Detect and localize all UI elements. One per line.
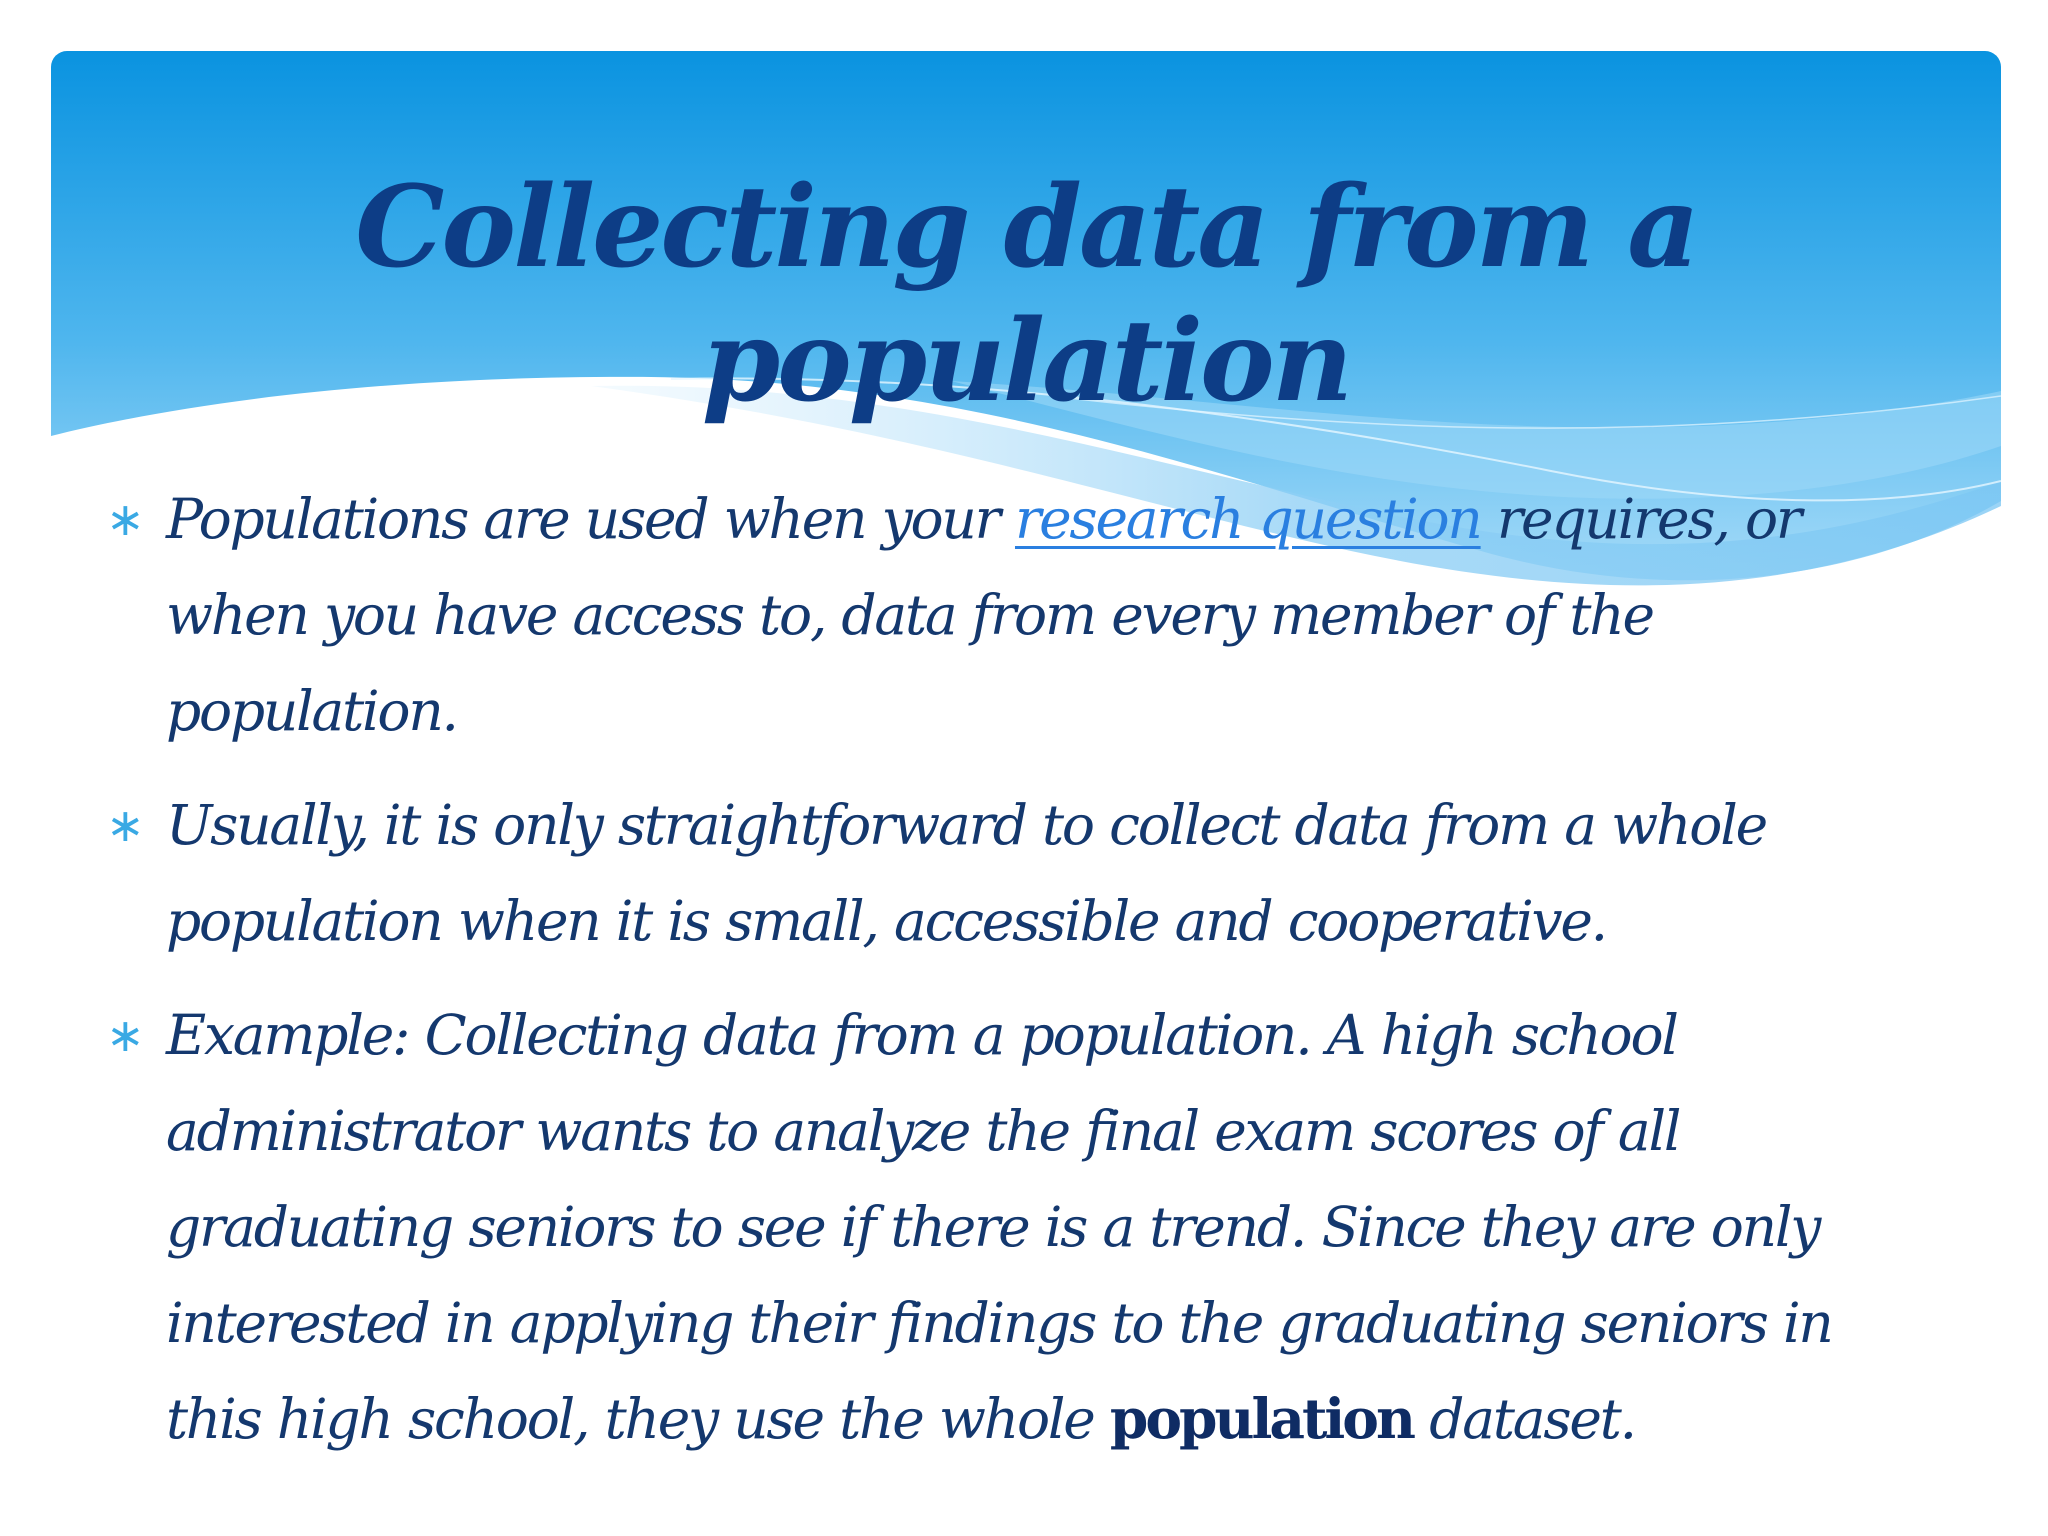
bullet-text: Usually, it is only straightforward to collect data from a whole population when it is small, accessible and cooperative.: [166, 793, 1766, 953]
bullet-item: [106, 777, 1926, 969]
population-emphasis: population: [1109, 1386, 1413, 1451]
bullet-text-after-bold: dataset.: [1412, 1387, 1635, 1451]
bullet-text-before-link: Populations are used when your: [166, 487, 1015, 551]
bullet-text-after-link: requires, or when you have access to, data from every member of the population.: [166, 487, 1801, 743]
asterisk-bullet-icon: ∗: [106, 798, 143, 852]
asterisk-bullet-icon: ∗: [106, 492, 143, 546]
research-question-link[interactable]: research question: [1014, 487, 1481, 551]
slide-title: Collecting data from a population: [355, 162, 1697, 428]
asterisk-bullet-icon: ∗: [106, 1008, 143, 1062]
bullet-list: [106, 471, 1926, 1485]
bullet-text-before-bold: Example: Collecting data from a population. A high school administrator wants to analyze the final exam scores of all graduating seniors to see if there is a trend. Since they are only interested in applying their findings to the graduating seniors in this high school, they use the whole: [166, 1003, 1832, 1451]
slide: [51, 51, 2001, 1485]
bullet-item: [106, 471, 1926, 759]
bullet-item: [106, 987, 1926, 1467]
